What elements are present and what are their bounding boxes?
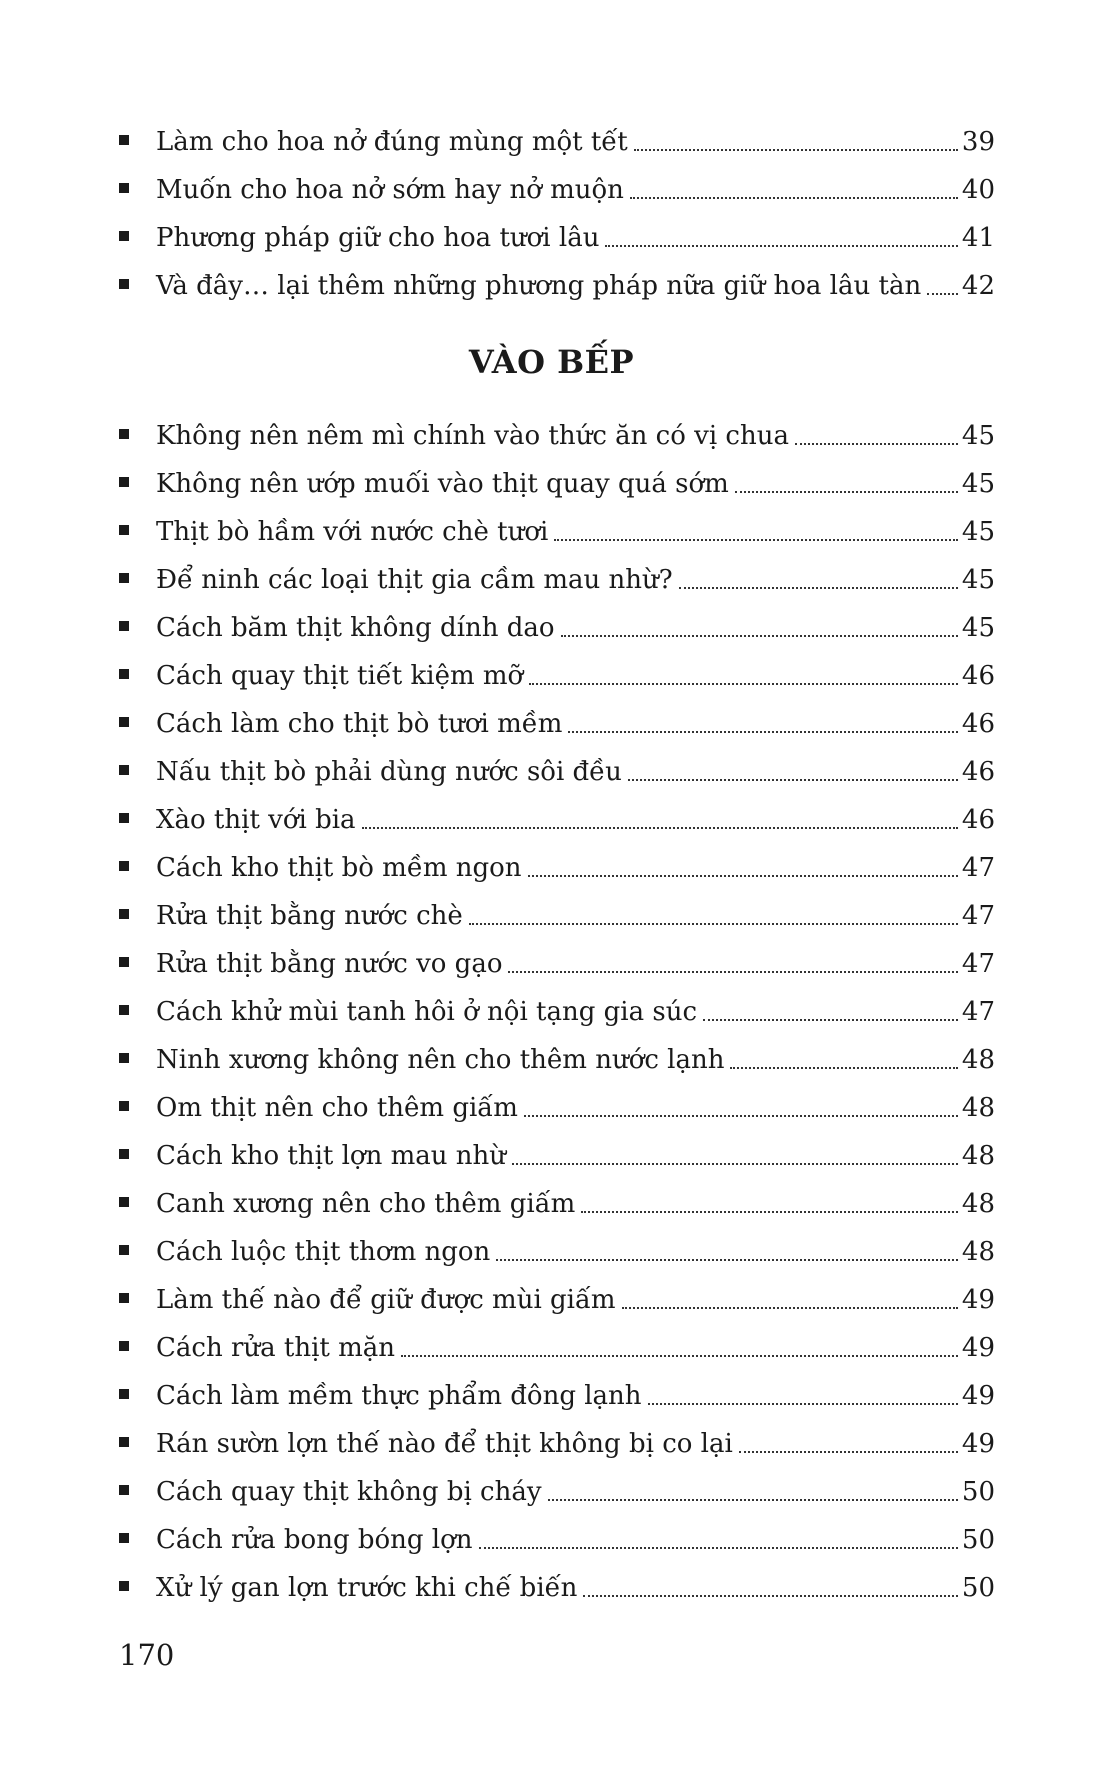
toc-entry-title: Cách luộc thịt thơm ngon: [156, 1237, 491, 1267]
square-bullet-icon: [119, 1341, 129, 1351]
toc-entry-page: 40: [961, 175, 995, 205]
toc-entry-page: 47: [961, 997, 995, 1027]
dot-leader: [512, 1163, 958, 1165]
dot-leader: [605, 245, 957, 247]
toc-entry: [119, 892, 995, 940]
toc-entry: [119, 1036, 995, 1084]
toc-entry: [119, 412, 995, 460]
dot-leader: [648, 1403, 958, 1405]
toc-entry: [119, 262, 995, 310]
toc-entry-title: Cách rửa bong bóng lợn: [156, 1525, 473, 1555]
toc-entry: [119, 118, 995, 166]
toc-entry-title: Cách băm thịt không dính dao: [156, 613, 555, 643]
dot-leader: [568, 731, 957, 733]
toc-entry-title: Phương pháp giữ cho hoa tươi lâu: [156, 223, 600, 253]
square-bullet-icon: [119, 477, 129, 487]
toc-entry: [119, 1228, 995, 1276]
toc-entry-title: Cách quay thịt tiết kiệm mỡ: [156, 661, 524, 691]
toc-entry: [119, 796, 995, 844]
toc-entry: [119, 508, 995, 556]
square-bullet-icon: [119, 1389, 129, 1399]
square-bullet-icon: [119, 1437, 129, 1447]
dot-leader: [479, 1547, 958, 1549]
toc-entry-page: 49: [961, 1429, 995, 1459]
toc-entry-title: Làm cho hoa nở đúng mùng một tết: [156, 127, 628, 157]
dot-leader: [622, 1307, 958, 1309]
dot-leader: [561, 635, 958, 637]
toc-entry-title: Rán sườn lợn thế nào để thịt không bị co lại: [156, 1429, 733, 1459]
toc-entry-page: 47: [961, 949, 995, 979]
square-bullet-icon: [119, 231, 129, 241]
toc-entry-page: 50: [961, 1477, 995, 1507]
toc-entry-title: Để ninh các loại thịt gia cầm mau nhừ?: [156, 565, 673, 595]
toc-entry-page: 50: [961, 1573, 995, 1603]
toc-entry: [119, 1564, 995, 1612]
toc-entry: [119, 556, 995, 604]
toc-entry-page: 47: [961, 853, 995, 883]
dot-leader: [634, 149, 958, 151]
toc-entry-title: Cách rửa thịt mặn: [156, 1333, 396, 1363]
toc-entry: [119, 1516, 995, 1564]
dot-leader: [362, 827, 958, 829]
toc-entry-title: Cách kho thịt lợn mau nhừ: [156, 1141, 506, 1171]
section-heading: VÀO BẾP: [468, 343, 635, 381]
toc-entry-page: 48: [961, 1237, 995, 1267]
toc-entry-page: 45: [961, 565, 995, 595]
toc-entry-title: Cách khử mùi tanh hôi ở nội tạng gia súc: [156, 997, 698, 1027]
toc-entry-title: Muốn cho hoa nở sớm hay nở muộn: [156, 175, 624, 205]
toc-list-vao-bep: [119, 412, 995, 1612]
dot-leader: [508, 971, 957, 973]
toc-entry: [119, 748, 995, 796]
toc-entry: [119, 604, 995, 652]
toc-entry-title: Và đây… lại thêm những phương pháp nữa giữ hoa lâu tàn: [156, 271, 922, 301]
dot-leader: [529, 683, 958, 685]
toc-entry: [119, 1276, 995, 1324]
toc-entry-title: Rửa thịt bằng nước chè: [156, 901, 463, 931]
toc-entry-page: 46: [961, 709, 995, 739]
toc-entry-page: 49: [961, 1333, 995, 1363]
toc-entry-page: 48: [961, 1045, 995, 1075]
dot-leader: [528, 875, 958, 877]
toc-entry-title: Cách làm cho thịt bò tươi mềm: [156, 709, 563, 739]
square-bullet-icon: [119, 573, 129, 583]
square-bullet-icon: [119, 1533, 129, 1543]
square-bullet-icon: [119, 861, 129, 871]
toc-entry-title: Nấu thịt bò phải dùng nước sôi đều: [156, 757, 622, 787]
square-bullet-icon: [119, 765, 129, 775]
square-bullet-icon: [119, 813, 129, 823]
toc-entry: [119, 1132, 995, 1180]
toc-entry: [119, 988, 995, 1036]
dot-leader: [679, 587, 958, 589]
toc-entry-page: 46: [961, 805, 995, 835]
toc-entry-title: Cách làm mềm thực phẩm đông lạnh: [156, 1381, 642, 1411]
toc-entry: [119, 1468, 995, 1516]
toc-entry-title: Om thịt nên cho thêm giấm: [156, 1093, 518, 1123]
toc-entry-page: 39: [961, 127, 995, 157]
toc-entry-title: Ninh xương không nên cho thêm nước lạnh: [156, 1045, 725, 1075]
toc-entry: [119, 940, 995, 988]
square-bullet-icon: [119, 1101, 129, 1111]
square-bullet-icon: [119, 279, 129, 289]
square-bullet-icon: [119, 1293, 129, 1303]
dot-leader: [583, 1595, 958, 1597]
toc-entry-title: Xử lý gan lợn trước khi chế biến: [156, 1573, 578, 1603]
toc-entry-title: Làm thế nào để giữ được mùi giấm: [156, 1285, 616, 1315]
toc-entry: [119, 1084, 995, 1132]
dot-leader: [703, 1019, 958, 1021]
dot-leader: [496, 1259, 958, 1261]
toc-entry-page: 45: [961, 469, 995, 499]
toc-entry-page: 49: [961, 1381, 995, 1411]
toc-entry-page: 50: [961, 1525, 995, 1555]
square-bullet-icon: [119, 183, 129, 193]
square-bullet-icon: [119, 621, 129, 631]
toc-entry: [119, 1372, 995, 1420]
square-bullet-icon: [119, 1197, 129, 1207]
toc-entry: [119, 460, 995, 508]
square-bullet-icon: [119, 669, 129, 679]
toc-entry-page: 45: [961, 421, 995, 451]
square-bullet-icon: [119, 717, 129, 727]
dot-leader: [524, 1115, 958, 1117]
square-bullet-icon: [119, 135, 129, 145]
page-number: 170: [119, 1638, 175, 1672]
toc-entry: [119, 1324, 995, 1372]
dot-leader: [554, 539, 958, 541]
toc-entry-title: Không nên ướp muối vào thịt quay quá sớm: [156, 469, 729, 499]
square-bullet-icon: [119, 1149, 129, 1159]
square-bullet-icon: [119, 1485, 129, 1495]
dot-leader: [548, 1499, 958, 1501]
toc-entry-page: 45: [961, 517, 995, 547]
square-bullet-icon: [119, 1581, 129, 1591]
square-bullet-icon: [119, 429, 129, 439]
toc-entry-page: 48: [961, 1189, 995, 1219]
dot-leader: [401, 1355, 958, 1357]
toc-entry: [119, 1180, 995, 1228]
toc-entry-title: Thịt bò hầm với nước chè tươi: [156, 517, 549, 547]
dot-leader: [469, 923, 958, 925]
dot-leader: [581, 1211, 958, 1213]
toc-entry: [119, 214, 995, 262]
dot-leader: [730, 1067, 957, 1069]
dot-leader: [927, 293, 958, 295]
toc-entry-page: 48: [961, 1141, 995, 1171]
square-bullet-icon: [119, 525, 129, 535]
toc-entry-page: 41: [961, 223, 995, 253]
toc-entry: [119, 1420, 995, 1468]
toc-entry-title: Rửa thịt bằng nước vo gạo: [156, 949, 503, 979]
toc-entry-page: 46: [961, 757, 995, 787]
dot-leader: [630, 197, 958, 199]
square-bullet-icon: [119, 1005, 129, 1015]
dot-leader: [628, 779, 958, 781]
toc-entry-page: 49: [961, 1285, 995, 1315]
toc-entry-title: Không nên nêm mì chính vào thức ăn có vị chua: [156, 421, 789, 451]
square-bullet-icon: [119, 957, 129, 967]
toc-entry-page: 46: [961, 661, 995, 691]
square-bullet-icon: [119, 909, 129, 919]
toc-entry-page: 45: [961, 613, 995, 643]
toc-entry-page: 42: [961, 271, 995, 301]
toc-entry-title: Canh xương nên cho thêm giấm: [156, 1189, 576, 1219]
toc-entry-page: 48: [961, 1093, 995, 1123]
toc-entry: [119, 652, 995, 700]
toc-entry-page: 47: [961, 901, 995, 931]
toc-entry: [119, 166, 995, 214]
toc-entry-title: Cách quay thịt không bị cháy: [156, 1477, 542, 1507]
toc-entry: [119, 844, 995, 892]
toc-list-top: [119, 118, 995, 310]
dot-leader: [795, 443, 958, 445]
dot-leader: [739, 1451, 958, 1453]
square-bullet-icon: [119, 1053, 129, 1063]
toc-entry-title: Xào thịt với bia: [156, 805, 356, 835]
toc-entry-title: Cách kho thịt bò mềm ngon: [156, 853, 522, 883]
toc-entry: [119, 700, 995, 748]
dot-leader: [735, 491, 958, 493]
square-bullet-icon: [119, 1245, 129, 1255]
